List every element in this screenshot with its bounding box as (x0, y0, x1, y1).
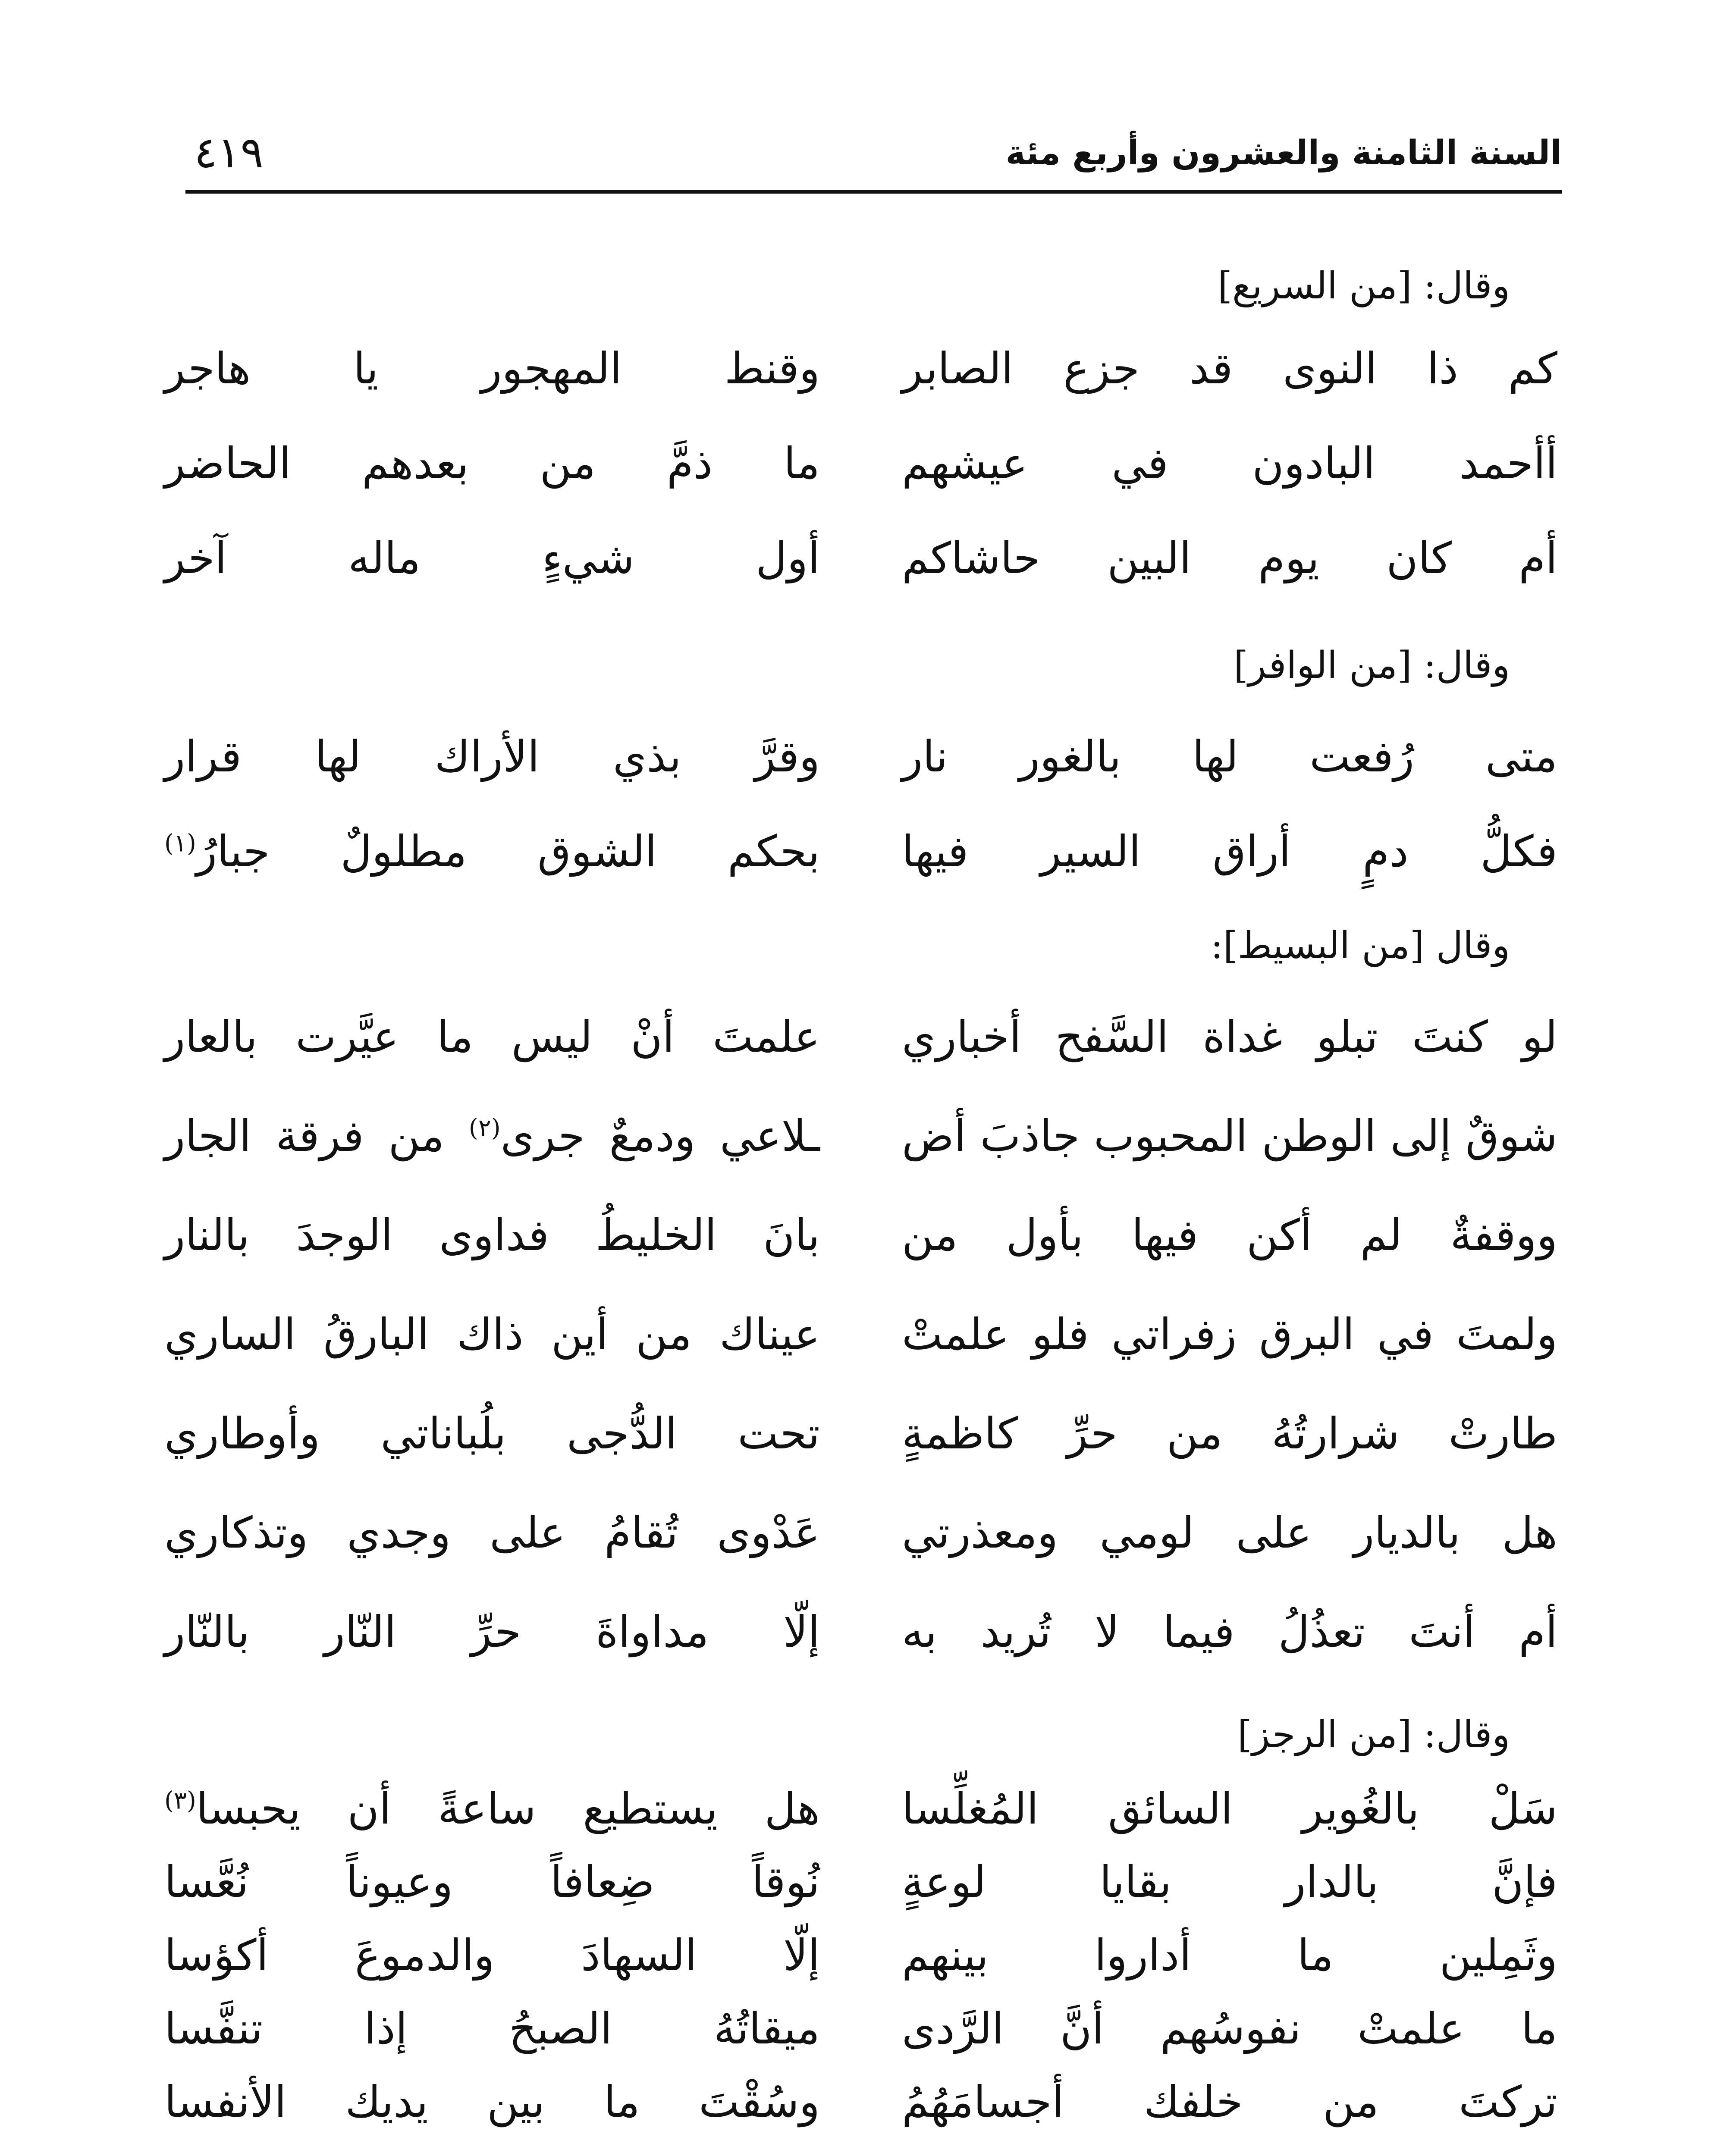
verse-first-hemistich: تركتَ من خلفك أجسامَهُمُ (902, 2077, 1557, 2127)
verse-line (0, 1501, 1717, 1587)
verse-line (0, 2070, 1717, 2156)
verse-first-hemistich: متى رُفعت لها بالغور نار (902, 731, 1557, 782)
verse-first-hemistich: فإنَّ بالدار بقايا لوعةٍ (902, 1857, 1557, 1907)
verse-second-hemistich: إلّا السهادَ والدموعَ أكؤسا (164, 1930, 820, 1981)
verse-first-hemistich: شوقٌ إلى الوطن المحبوب جاذبَ أض (902, 1111, 1557, 1161)
footnote-marker: (٢) (468, 1114, 501, 1142)
verse-second-hemistich: ما ذمَّ من بعدهم الحاضر (164, 438, 820, 489)
verse-first-hemistich: أم كان يوم البين حاشاكم (902, 533, 1557, 583)
verse-line (0, 1005, 1717, 1091)
verse-second-hemistich: عَدْوى تُقامُ على وجدي وتذكاري (164, 1507, 820, 1558)
poem-intro: وقال [من البسيط]: (1211, 924, 1510, 967)
verse-line (0, 1302, 1717, 1388)
verse-line (0, 526, 1717, 612)
verse-second-hemistich (164, 1777, 820, 1841)
verse-second-hemistich (164, 819, 820, 884)
verse-line (0, 1203, 1717, 1289)
footnote-marker: (١) (164, 829, 196, 858)
verse-line (0, 1104, 1717, 1190)
verse-second-hemistich: إلّا مداواةَ حرِّ النّار بالنّار (164, 1607, 820, 1657)
verse-first-hemistich: أم أنتَ تعذُلُ فيما لا تُريد به (902, 1607, 1557, 1657)
verse-first-hemistich: هل بالديار على لومي ومعذرتي (902, 1507, 1557, 1558)
verse-second-hemistich: وقنط المهجور يا هاجر (164, 343, 820, 394)
verse-second-hemistich: تحت الدُّجى بلُباناتي وأوطاري (164, 1408, 820, 1459)
verse-second-hemistich: وسُقْتَ ما بين يديك الأنفسا (164, 2077, 820, 2127)
verse-second-hemistich: ميقاتُهُ الصبحُ إذا تنفَّسا (164, 2003, 820, 2054)
verse-first-hemistich: كم ذا النوى قد جزع الصابر (902, 343, 1557, 394)
verse-text: بحكم الشوق مطلولٌ جبارُ (196, 826, 820, 877)
poem-intro: وقال: [من السريع] (1218, 264, 1510, 307)
verse-second-hemistich: بانَ الخليطُ فداوى الوجدَ بالنار (164, 1210, 820, 1260)
verse-second-hemistich: أول شيءٍ ماله آخر (164, 533, 820, 583)
verse-line (0, 1600, 1717, 1686)
verse-second-hemistich: نُوقاً ضِعافاً وعيوناً نُعَّسا (164, 1857, 820, 1907)
verse-line (0, 1401, 1717, 1488)
verse-second-hemistich: علمتَ أنْ ليس ما عيَّرت بالعار (164, 1012, 820, 1062)
verse-first-hemistich: لو كنتَ تبلو غداة السَّفح أخباري (902, 1012, 1557, 1062)
verse-first-hemistich: سَلْ بالغُوير السائق المُغلِّسا (902, 1783, 1557, 1834)
verse-first-hemistich: وثَمِلين ما أداروا بينهم (902, 1930, 1557, 1981)
verse-second-hemistich (164, 1104, 820, 1169)
verse-first-hemistich: أأحمد البادون في عيشهم (902, 438, 1557, 489)
running-header (185, 125, 1562, 194)
page-number: ٤١٩ (194, 127, 264, 178)
verse-first-hemistich: فكلُّ دمٍ أراق السير فيها (902, 826, 1557, 877)
poem-intro: وقال: [من الوافر] (1234, 644, 1510, 687)
verse-first-hemistich: ولمتَ في البرق زفراتي فلو علمتْ (902, 1309, 1557, 1360)
verse-second-hemistich: وقرَّ بذي الأراك لها قرار (164, 731, 820, 782)
poem-intro: وقال: [من الرجز] (1237, 1713, 1510, 1756)
verse-first-hemistich: طارتْ شرارتُهُ من حرِّ كاظمةٍ (902, 1408, 1557, 1459)
verse-first-hemistich: ووقفةٌ لم أكن فيها بأول من (902, 1210, 1557, 1260)
verse-text: ـلاعي ودمعٌ جرى (500, 1111, 820, 1161)
verse-line (0, 819, 1717, 906)
footnote-marker: (٣) (164, 1786, 196, 1815)
verse-line (0, 336, 1717, 423)
running-title: السنة الثامنة والعشرون وأربع مئة (1005, 134, 1562, 172)
verse-line (0, 431, 1717, 517)
verse-text: هل يستطيع ساعةً أن يحبسا (196, 1783, 820, 1834)
verse-first-hemistich: ما علمتْ نفوسُهم أنَّ الرَّدى (902, 2003, 1557, 2054)
verse-line (0, 724, 1717, 811)
verse-second-hemistich: عيناك من أين ذاك البارقُ الساري (164, 1309, 820, 1360)
verse-text: من فرقة الجار (164, 1111, 469, 1161)
